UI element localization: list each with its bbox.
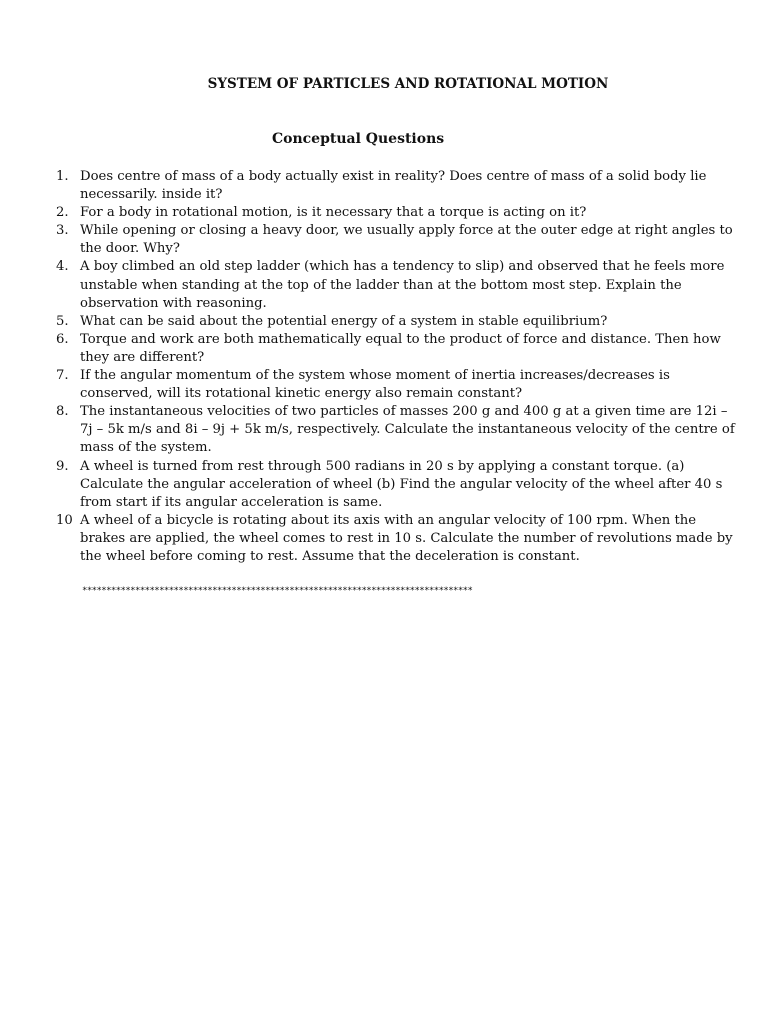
question-text: For a body in rotational motion, is it necessary that a torque is acting on it? bbox=[80, 205, 587, 221]
question-item bbox=[56, 258, 742, 312]
question-text: Torque and work are both mathematically equal to the product of force and distance. Then how they are different? bbox=[80, 331, 721, 365]
question-text: Does centre of mass of a body actually exist in reality? Does centre of mass of a solid body lie necessarily. inside it? bbox=[80, 169, 707, 203]
question-item bbox=[56, 458, 742, 512]
question-text: What can be said about the potential energy of a system in stable equilibrium? bbox=[80, 313, 608, 329]
question-number: 10 bbox=[56, 512, 73, 528]
question-number: 5. bbox=[56, 313, 69, 329]
question-number: 3. bbox=[56, 223, 69, 239]
question-item bbox=[56, 222, 742, 258]
question-item bbox=[56, 331, 742, 367]
question-number: 6. bbox=[56, 331, 69, 347]
question-number: 7. bbox=[56, 368, 69, 384]
question-item bbox=[56, 403, 742, 457]
question-item bbox=[56, 313, 742, 331]
question-number: 1. bbox=[56, 169, 69, 184]
question-number: 9. bbox=[56, 458, 69, 474]
question-text: A wheel is turned from rest through 500 radians in 20 s by applying a constant torque. (a) Calculate the angular acceleration of wheel (b) Find the angular velocity of the wheel after 40 s from start if its angular acceleration is same. bbox=[80, 458, 723, 510]
question-item bbox=[56, 204, 742, 222]
question-text: The instantaneous velocities of two particles of masses 200 g and 400 g at a given time are 12i – 7j – 5k m/s and 8i – 9j + 5k m/s, respectively. Calculate the instantaneous velocity of the centre of mass of the system. bbox=[80, 404, 735, 456]
question-number: 2. bbox=[56, 205, 69, 221]
question-text: If the angular momentum of the system whose moment of inertia increases/decreases is conserved, will its rotational kinetic energy also remain constant? bbox=[80, 368, 670, 402]
question-item bbox=[56, 512, 742, 566]
question-item bbox=[56, 367, 742, 403]
question-text: While opening or closing a heavy door, we usually apply force at the outer edge at right angles to the door. Why? bbox=[80, 223, 733, 257]
question-number: 8. bbox=[56, 404, 69, 420]
question-text: A wheel of a bicycle is rotating about its axis with an angular velocity of 100 rpm. When the brakes are applied, the wheel comes to rest in 10 s. Calculate the number of revolutions made by the wheel before coming to rest. Assume that the deceleration is constant. bbox=[80, 512, 733, 564]
question-text: A boy climbed an old step ladder (which has a tendency to slip) and observed that he feels more unstable when standing at the top of the ladder than at the bottom most step. Explain the observation with reasoning. bbox=[80, 259, 725, 311]
question-list bbox=[56, 168, 742, 566]
question-item bbox=[56, 168, 742, 204]
question-number: 4. bbox=[56, 259, 69, 275]
asterisk-separator: ********************************************************************************* bbox=[82, 586, 473, 596]
section-title: Conceptual Questions bbox=[272, 131, 445, 147]
document-title: SYSTEM OF PARTICLES AND ROTATIONAL MOTION bbox=[207, 76, 609, 92]
